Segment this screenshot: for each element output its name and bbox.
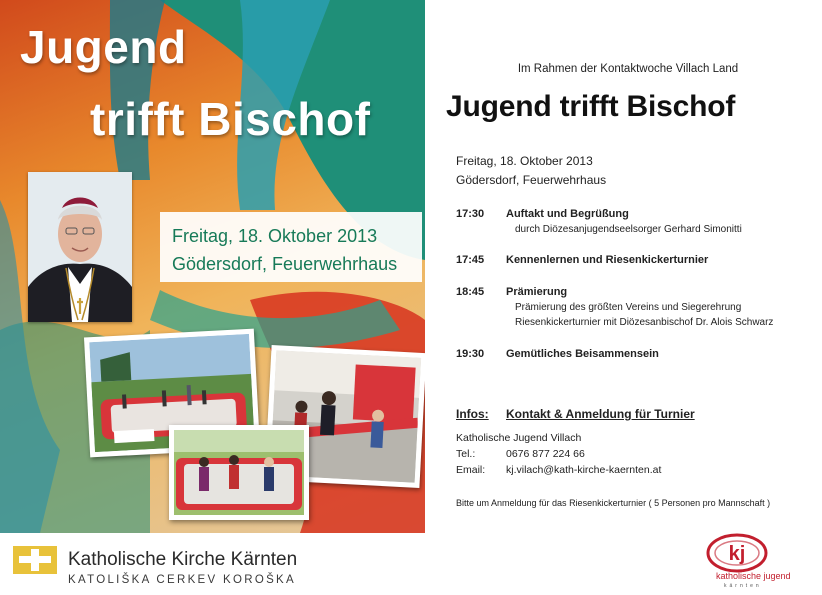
schedule-detail-3a: Prämierung des größten Vereins und Siegerehrung <box>515 302 742 313</box>
program-title: Jugend trifft Bischof <box>446 90 736 123</box>
registration-note: Bitte um Anmeldung für das Riesenkickerturnier ( 5 Personen pro Mannschaft ) <box>456 498 771 508</box>
event-info-box <box>160 212 422 282</box>
program-date: Freitag, 18. Oktober 2013 <box>456 154 593 168</box>
schedule-detail-3b: Riesenkickerturnier mit Diözesanbischof Dr. Alois Schwarz <box>515 317 774 328</box>
tel-number[interactable]: 0676 877 224 66 <box>506 448 585 460</box>
email-label: Email: <box>456 464 486 476</box>
tel-label: Tel.: <box>456 448 476 460</box>
kj-mark: kj <box>728 543 746 565</box>
schedule-title-2: Kennenlernen und Riesenkickerturnier <box>506 254 709 266</box>
event-program <box>436 48 820 526</box>
schedule-time-3: 18:45 <box>456 286 485 298</box>
flyer-title-line1: Jugend <box>20 21 187 73</box>
flyer-date: Freitag, 18. Oktober 2013 <box>172 226 378 246</box>
infos-label: Infos: <box>456 407 489 421</box>
kj-logo <box>706 533 768 573</box>
event-flyer <box>0 0 425 533</box>
church-name-slovene: KATOLIŠKA CERKEV KOROŠKA <box>68 574 296 586</box>
program-place: Gödersdorf, Feuerwehrhaus <box>456 173 607 187</box>
schedule-title-3: Prämierung <box>506 286 568 298</box>
schedule-detail-1: durch Diözesanjugendseelsorger Gerhard Simonitti <box>515 224 742 235</box>
schedule-time-4: 19:30 <box>456 348 485 360</box>
infos-title: Kontakt & Anmeldung für Turnier <box>506 407 695 421</box>
contact-org: Katholische Jugend Villach <box>456 432 582 444</box>
kj-org-region: kärnten <box>724 583 762 589</box>
schedule-time-1: 17:30 <box>456 208 485 220</box>
bishop-portrait <box>28 172 132 322</box>
schedule-time-2: 17:45 <box>456 254 485 266</box>
email-address[interactable]: kj.vilach@kath-kirche-kaernten.at <box>506 464 662 476</box>
flyer-place: Gödersdorf, Feuerwehrhaus <box>172 254 398 274</box>
church-name: Katholische Kirche Kärnten <box>68 549 298 570</box>
program-pretitle: Im Rahmen der Kontaktwoche Villach Land <box>517 63 739 75</box>
schedule-title-4: Gemütliches Beisammensein <box>506 348 659 360</box>
schedule-title-1: Auftakt und Begrüßung <box>506 208 629 220</box>
kicker-photo-3 <box>169 425 309 520</box>
kj-org-name: katholische jugend <box>716 571 791 581</box>
flyer-title-line2: trifft Bischof <box>90 93 371 145</box>
church-logo <box>13 546 57 574</box>
